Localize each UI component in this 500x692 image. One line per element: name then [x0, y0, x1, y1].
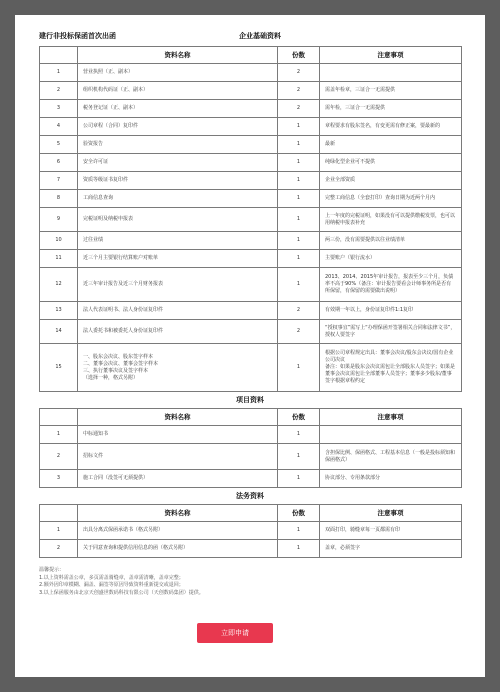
row-number: 15 [40, 344, 78, 392]
section-c-table [39, 504, 462, 558]
header-count: 份数 [278, 505, 320, 522]
row-note: 需年检，三证合一无需提供 [320, 100, 462, 118]
row-count: 1 [278, 190, 320, 208]
table-row [40, 208, 462, 232]
table-row [40, 64, 462, 82]
row-name: 法人代表证明书、法人身份证复印件 [78, 302, 278, 320]
row-note [320, 426, 462, 444]
row-name: 公司章程（合同）复印件 [78, 118, 278, 136]
table-row [40, 344, 462, 392]
row-name: 营业执照（正、副本） [78, 64, 278, 82]
row-name: 验资报告 [78, 136, 278, 154]
row-note: 企业全部资质 [320, 172, 462, 190]
header-note: 注意事项 [320, 47, 462, 64]
table-row [40, 426, 462, 444]
row-number: 3 [40, 470, 78, 488]
header-name: 资料名称 [78, 409, 278, 426]
row-number: 5 [40, 136, 78, 154]
header-note: 注意事项 [320, 505, 462, 522]
row-name: 关于同意查询和提供信用信息的函（格式另附） [78, 540, 278, 558]
row-count: 2 [278, 64, 320, 82]
row-number: 2 [40, 540, 78, 558]
row-note: “授权事宜”需写上“办理保函开签署相关合同和法律文书”，授权人要签字 [320, 320, 462, 344]
row-number: 1 [40, 522, 78, 540]
section-a-body [40, 64, 462, 392]
row-name: 一、股东会决议、股东签字样本 二、董事会决议、董事会签字样本 三、执行董事决议及签字样本 （选择一种，格式另附） [78, 344, 278, 392]
section-a-header-row [40, 47, 462, 64]
tips-line: 2.额外因印章模糊、漏盖、漏签等原因导致资料重新提交或退回； [39, 582, 184, 588]
table-row [40, 136, 462, 154]
row-number: 11 [40, 250, 78, 268]
row-note: 2013、2014、2015年审计报告，报表至少三个月，负债率不高于90%（备注：审计报告要看会计师事务所是否有所保留，有保留的需要做出说明） [320, 268, 462, 302]
header-no [40, 47, 78, 64]
row-count: 1 [278, 232, 320, 250]
row-name: 中标通知书 [78, 426, 278, 444]
row-note [320, 64, 462, 82]
row-count: 1 [278, 250, 320, 268]
row-name: 安全许可证 [78, 154, 278, 172]
row-count: 1 [278, 344, 320, 392]
row-note: 主要账户（银行流水） [320, 250, 462, 268]
row-count: 1 [278, 118, 320, 136]
section-c-header-row [40, 505, 462, 522]
row-name: 工商信息查询 [78, 190, 278, 208]
row-count: 1 [278, 470, 320, 488]
row-count: 1 [278, 426, 320, 444]
document-sheet [15, 15, 485, 677]
section-b-table [39, 408, 462, 488]
row-count: 1 [278, 540, 320, 558]
tips [39, 567, 461, 597]
row-number: 6 [40, 154, 78, 172]
table-row [40, 540, 462, 558]
header-count: 份数 [278, 47, 320, 64]
row-note: 最新 [320, 136, 462, 154]
row-count: 2 [278, 100, 320, 118]
row-note: 纯绿化型企业可不提供 [320, 154, 462, 172]
row-note: 章程要求有股东签名，有变更需有修正案，要最新的 [320, 118, 462, 136]
table-row [40, 232, 462, 250]
row-number: 7 [40, 172, 78, 190]
row-number: 13 [40, 302, 78, 320]
table-row [40, 190, 462, 208]
header-name: 资料名称 [78, 505, 278, 522]
table-row [40, 118, 462, 136]
header-no [40, 409, 78, 426]
document-header [39, 29, 461, 43]
section-c-body [40, 522, 462, 558]
row-count: 1 [278, 268, 320, 302]
row-note: 含担保比例、保函格式、工程基本信息（一般是投标须知和保函格式） [320, 444, 462, 470]
header-no [40, 505, 78, 522]
row-number: 2 [40, 444, 78, 470]
table-row [40, 172, 462, 190]
row-note: 上一年度的完税证明，如果没有可以提供缴税发票，也可以用纳税申报表补充 [320, 208, 462, 232]
section-a-table [39, 46, 462, 392]
row-name: 法人委托书和被委托人身份证复印件 [78, 320, 278, 344]
section-c-title: 法务资料 [236, 492, 264, 500]
row-name: 招标文件 [78, 444, 278, 470]
row-name: 出具分离式保函承诺书（格式另附） [78, 522, 278, 540]
table-row [40, 302, 462, 320]
section-a-title: 企业基础资料 [239, 32, 281, 40]
row-number: 1 [40, 426, 78, 444]
header-count: 份数 [278, 409, 320, 426]
row-note: 两三份，没有需要提供以往业绩清单 [320, 232, 462, 250]
table-row [40, 100, 462, 118]
row-number: 12 [40, 268, 78, 302]
row-number: 9 [40, 208, 78, 232]
row-count: 1 [278, 444, 320, 470]
tips-title: 温馨提示： [39, 567, 65, 573]
section-b-header-row [40, 409, 462, 426]
table-row [40, 268, 462, 302]
table-row [40, 154, 462, 172]
row-count: 1 [278, 208, 320, 232]
row-count: 1 [278, 522, 320, 540]
row-note: 双面打印，骑缝章每一页都需有印 [320, 522, 462, 540]
tips-line: 1.以上资料需盖公章，多页需盖骑缝章，盖章需清晰，盖章完整； [39, 574, 184, 581]
row-name: 施工合同（没签可无须提供） [78, 470, 278, 488]
row-count: 2 [278, 302, 320, 320]
row-note: 协议部分、专用条款部分 [320, 470, 462, 488]
table-row [40, 444, 462, 470]
row-name: 税务登记证（正、副本） [78, 100, 278, 118]
row-name: 近三年审计报告及近三个月财务报表 [78, 268, 278, 302]
row-name: 完税证明及纳税申报表 [78, 208, 278, 232]
row-number: 14 [40, 320, 78, 344]
table-row [40, 250, 462, 268]
section-b-title: 项目资料 [236, 396, 264, 404]
table-row [40, 320, 462, 344]
apply-button[interactable]: 立即申请 [197, 623, 273, 643]
row-count: 1 [278, 154, 320, 172]
table-row [40, 82, 462, 100]
row-count: 1 [278, 136, 320, 154]
row-name: 资质等级证书复印件 [78, 172, 278, 190]
header-note: 注意事项 [320, 409, 462, 426]
row-number: 1 [40, 64, 78, 82]
row-note: 根据公司章程规定出具：董事会决议/股东会决议/国有企业公司决议 备注：如果是股东会决议需包让全部股东人员签字；如果是董事会决议需包让全部董事人员签字；董事多少股东/董事签字根据章程约定 [320, 344, 462, 392]
section-b-body [40, 426, 462, 488]
row-name: 组织机构代码证（正、副本） [78, 82, 278, 100]
table-row [40, 470, 462, 488]
row-number: 8 [40, 190, 78, 208]
row-name: 过往业绩 [78, 232, 278, 250]
row-name: 近三个月主要银行结算账户对账单 [78, 250, 278, 268]
tips-line: 3.以上保函服务由北京天创盛世数码科技有限公司（天创数码集团）提供。 [39, 589, 204, 596]
row-note: 需盖年检章，三证合一无需提供 [320, 82, 462, 100]
header-name: 资料名称 [78, 47, 278, 64]
table-row [40, 522, 462, 540]
document-title: 建行非投标保函首次出函 [39, 32, 116, 40]
row-number: 2 [40, 82, 78, 100]
row-count: 1 [278, 172, 320, 190]
row-note: 盖章，必须签字 [320, 540, 462, 558]
row-note: 有效期一年以上，身份证复印件1:1复印 [320, 302, 462, 320]
row-note: 完整工商信息（全套打印）查询日期为近两个月内 [320, 190, 462, 208]
row-number: 4 [40, 118, 78, 136]
row-count: 2 [278, 320, 320, 344]
row-number: 3 [40, 100, 78, 118]
row-number: 10 [40, 232, 78, 250]
row-count: 2 [278, 82, 320, 100]
